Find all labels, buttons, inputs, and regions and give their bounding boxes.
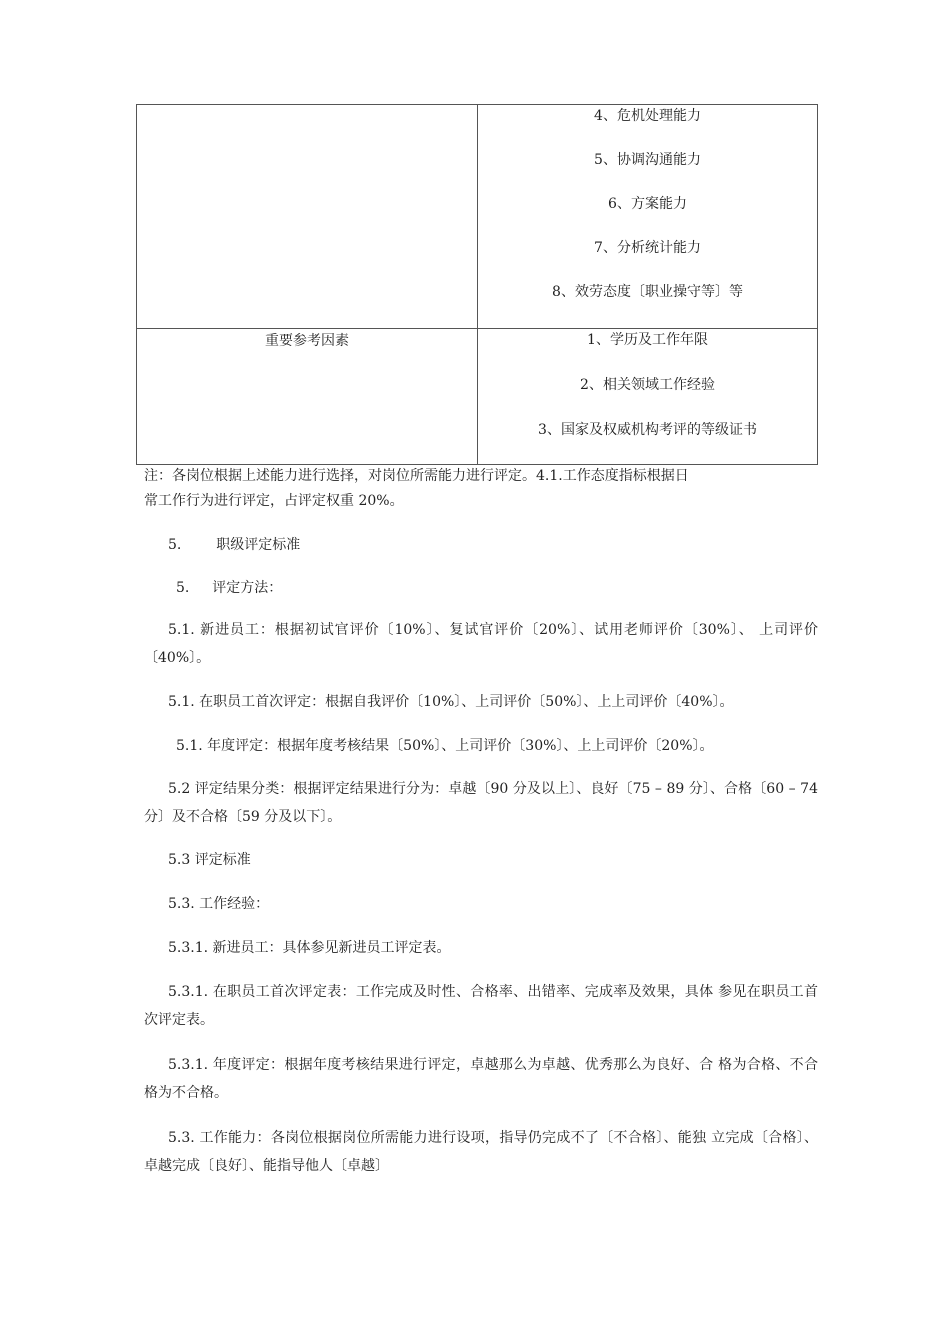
paragraph: 5.3. 工作能力：各岗位根据岗位所需能力进行设项，指导仍完成不了〔不合格〕、能独 立完成〔合格〕、卓越完成〔良好〕、能指导他人〔卓越〕 [144, 1130, 818, 1174]
paragraph: 5.2 评定结果分类：根据评定结果进行分为：卓越〔90 分及以上〕、良好〔75 – 89 分〕、合格〔60 – 74 分〕及不合格〔59 分及以下〕。 [144, 781, 818, 825]
table-note-line-1: 注：各岗位根据上述能力进行选择，对岗位所需能力进行评定。4.1.工作态度指标根据日 [144, 468, 689, 484]
list-item: 1、学历及工作年限 [587, 332, 708, 348]
paragraph: 5.1. 新进员工：根据初试官评价〔10%〕、复试官评价〔20%〕、试用老师评价〔30%〕、 上司评价〔40%〕。 [144, 622, 818, 666]
ability-table [136, 104, 818, 465]
table-note-line-2: 常工作行为进行评定，占评定权重 20%。 [144, 493, 404, 509]
paragraph: 5.3.1. 年度评定：根据年度考核结果进行评定，卓越那么为卓越、优秀那么为良好、合 格为合格、不合格为不合格。 [144, 1057, 818, 1101]
section-number: 5. [176, 580, 190, 596]
list-item: 5、协调沟通能力 [594, 152, 701, 168]
section-heading [168, 533, 848, 557]
list-item: 4、危机处理能力 [594, 108, 701, 124]
list-item: 3、国家及权威机构考评的等级证书 [538, 422, 757, 438]
section-title: 职级评定标准 [216, 537, 301, 553]
list-item: 8、效劳态度〔职业操守等〕等 [552, 284, 743, 300]
cell-label: 重要参考因素 [265, 333, 349, 349]
paragraph: 5.1. 在职员工首次评定：根据自我评价〔10%〕、上司评价〔50%〕、上上司评价〔40%〕。 [168, 694, 734, 710]
list-item: 7、分析统计能力 [594, 240, 701, 256]
table-row [137, 105, 818, 329]
table-cell-left [137, 105, 478, 329]
paragraph: 5.3.1. 在职员工首次评定表：工作完成及时性、合格率、出错率、完成率及效果，具体 参见在职员工首次评定表。 [144, 984, 818, 1028]
section-number: 5. [168, 537, 182, 553]
paragraph: 5.1. 年度评定：根据年度考核结果〔50%〕、上司评价〔30%〕、上上司评价〔20%〕。 [176, 738, 714, 754]
paragraph: 5.3. 工作经验： [168, 896, 270, 912]
section-title: 评定方法： [212, 580, 283, 596]
list-item: 6、方案能力 [608, 196, 687, 212]
table-cell-right [478, 105, 818, 329]
table-cell-right [478, 329, 818, 465]
subsection-heading [176, 576, 856, 600]
paragraph: 5.3.1. 新进员工：具体参见新进员工评定表。 [168, 940, 451, 956]
table-row [137, 329, 818, 465]
list-item: 2、相关领域工作经验 [580, 377, 715, 393]
paragraph: 5.3 评定标准 [168, 852, 251, 868]
table-cell-left [137, 329, 478, 465]
